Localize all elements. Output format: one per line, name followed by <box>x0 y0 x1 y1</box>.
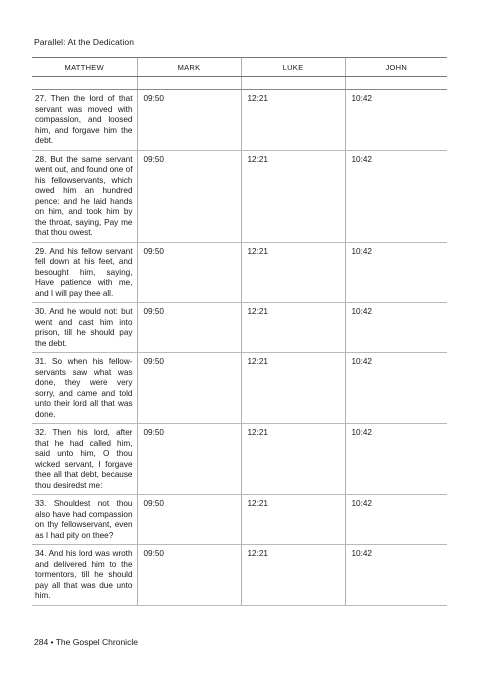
john-ref-cell: 10:42 <box>345 495 447 545</box>
verse-text-cell: 28. But the same servant went out, and found one of his fellowservants, which owed him an hundred pence: and he laid hands on him, and took him by the throat, saying, Pay me that thou owest. <box>32 150 137 242</box>
spacer-cell <box>241 77 345 90</box>
spacer-cell <box>137 77 241 90</box>
mark-ref-cell: 09:50 <box>137 150 241 242</box>
column-header-matthew: MATTHEW <box>32 58 137 77</box>
mark-ref-cell: 09:50 <box>137 424 241 495</box>
john-ref-cell: 10:42 <box>345 90 447 151</box>
table-row <box>32 303 447 353</box>
verse-text-cell: 30. And he would not: but went and cast him into prison, till he should pay the debt. <box>32 303 137 353</box>
table-row <box>32 495 447 545</box>
luke-ref-cell: 12:21 <box>241 90 345 151</box>
john-ref-cell: 10:42 <box>345 424 447 495</box>
spacer-cell <box>345 77 447 90</box>
mark-ref-cell: 09:50 <box>137 545 241 606</box>
verse-text-cell: 29. And his fellow servant fell down at his feet, and besought him, saying, Have patience with me, and I will pay thee all. <box>32 242 137 303</box>
mark-ref-cell: 09:50 <box>137 242 241 303</box>
mark-ref-cell: 09:50 <box>137 495 241 545</box>
mark-ref-cell: 09:50 <box>137 303 241 353</box>
column-header-luke: LUKE <box>241 58 345 77</box>
page-footer: 284 • The Gospel Chronicle <box>34 637 138 647</box>
table-row <box>32 150 447 242</box>
column-header-john: JOHN <box>345 58 447 77</box>
john-ref-cell: 10:42 <box>345 150 447 242</box>
mark-ref-cell: 09:50 <box>137 90 241 151</box>
luke-ref-cell: 12:21 <box>241 242 345 303</box>
luke-ref-cell: 12:21 <box>241 545 345 606</box>
parallel-table <box>32 57 447 606</box>
luke-ref-cell: 12:21 <box>241 424 345 495</box>
page-header: Parallel: At the Dedication <box>34 37 135 47</box>
john-ref-cell: 10:42 <box>345 353 447 424</box>
table-row <box>32 353 447 424</box>
luke-ref-cell: 12:21 <box>241 303 345 353</box>
table-spacer-row <box>32 77 447 90</box>
verse-text-cell: 34. And his lord was wroth and delivered him to the tormentors, till he should pay all that was due unto him. <box>32 545 137 606</box>
verse-text-cell: 27. Then the lord of that servant was moved with compassion, and loosed him, and forgave him the debt. <box>32 90 137 151</box>
column-header-mark: MARK <box>137 58 241 77</box>
table-row <box>32 545 447 606</box>
luke-ref-cell: 12:21 <box>241 495 345 545</box>
verse-text-cell: 32. Then his lord, after that he had called him, said unto him, O thou wicked servant, I forgave thee all that debt, because thou desiredst me: <box>32 424 137 495</box>
john-ref-cell: 10:42 <box>345 545 447 606</box>
verse-text-cell: 31. So when his fellowservants saw what was done, they were very sorry, and came and told unto their lord all that was done. <box>32 353 137 424</box>
table-row <box>32 424 447 495</box>
table-row <box>32 242 447 303</box>
table-row <box>32 90 447 151</box>
table-body <box>32 77 447 606</box>
luke-ref-cell: 12:21 <box>241 150 345 242</box>
spacer-cell <box>32 77 137 90</box>
john-ref-cell: 10:42 <box>345 303 447 353</box>
mark-ref-cell: 09:50 <box>137 353 241 424</box>
luke-ref-cell: 12:21 <box>241 353 345 424</box>
john-ref-cell: 10:42 <box>345 242 447 303</box>
table-header-row <box>32 58 447 77</box>
verse-text-cell: 33. Shouldest not thou also have had compassion on thy fellowservant, even as I had pity on thee? <box>32 495 137 545</box>
